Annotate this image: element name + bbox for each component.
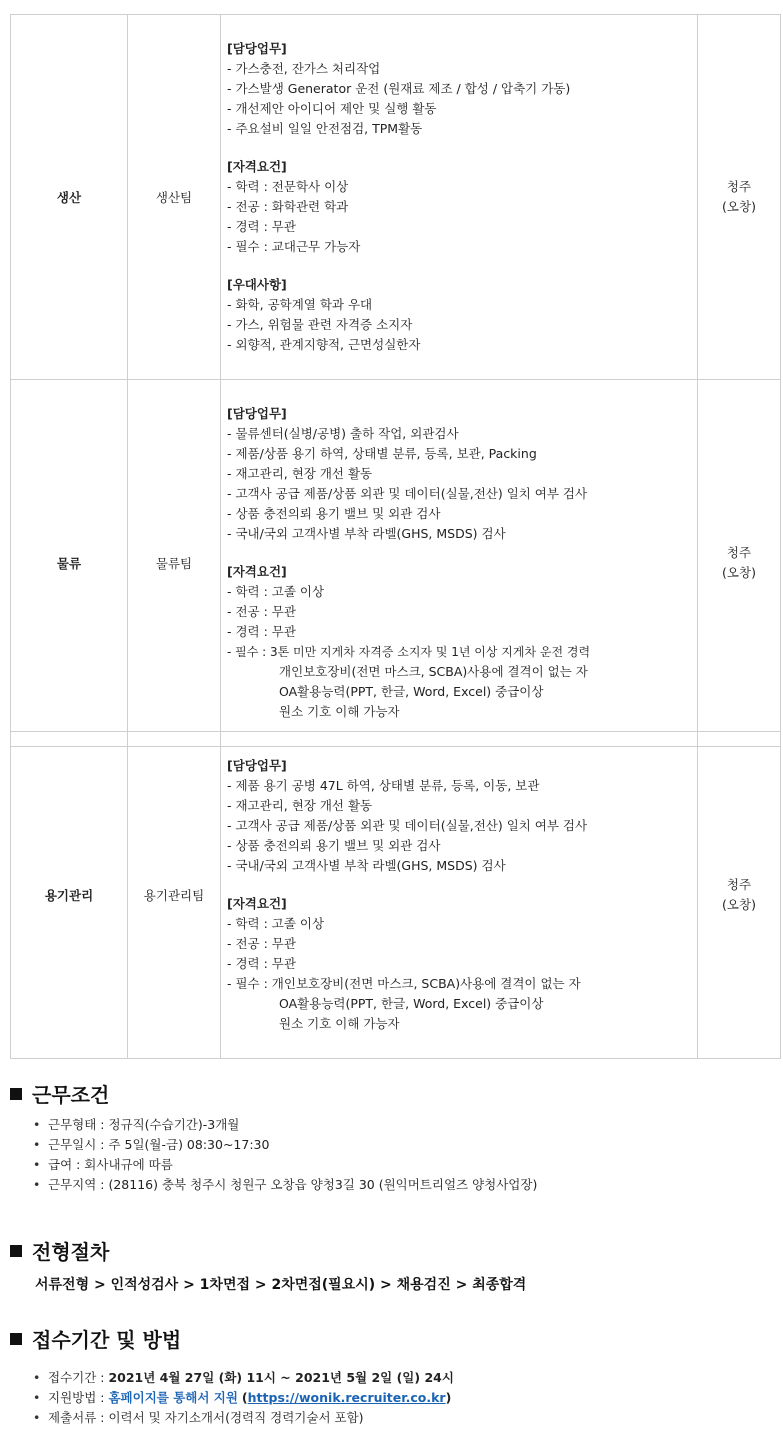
division-cell: 물류 (11, 380, 128, 747)
requirement-extra: 원소 기호 이해 가능자 (279, 1016, 400, 1031)
duty-item: - 상품 충전의뢰 용기 밸브 및 외관 검사 (227, 838, 441, 853)
requirements-heading: [자격요건] (227, 159, 287, 174)
division-cell: 용기관리 (11, 732, 128, 1059)
application-period: • 접수기간 : 2021년 4월 27일 (화) 11시 ~ 2021년 5월 2일 (일) 24시 (33, 1368, 454, 1388)
work-conditions-heading: 근무조건 (10, 1079, 109, 1108)
requirements-heading: [자격요건] (227, 564, 287, 579)
duty-item: - 주요설비 일일 안전점검, TPM활동 (227, 121, 423, 136)
requirement-item: - 필수 : 3톤 미만 지게차 자격증 소지자 및 1년 이상 지게차 운전 경력 (227, 645, 591, 659)
duty-item: - 고객사 공급 제품/상품 외관 및 데이터(실물,전산) 일치 여부 검사 (227, 818, 588, 833)
job-description (221, 15, 698, 380)
location-cell (698, 380, 781, 747)
preference-item: - 외향적, 관계지향적, 근면성실한자 (227, 337, 421, 352)
team-cell: 물류팀 (128, 380, 221, 747)
duty-item: - 가스충전, 잔가스 처리작업 (227, 61, 381, 76)
duty-item: - 재고관리, 현장 개선 활동 (227, 466, 373, 481)
requirement-extra: OA활용능력(PPT, 한글, Word, Excel) 중급이상 (279, 996, 544, 1011)
preference-item: - 화학, 공학계열 학과 우대 (227, 297, 373, 312)
application-documents: • 제출서류 : 이력서 및 자기소개서(경력직 경력기술서 포함) (33, 1408, 454, 1428)
job-row-production (11, 15, 781, 380)
duty-item: - 재고관리, 현장 개선 활동 (227, 798, 373, 813)
requirement-item: - 학력 : 고졸 이상 (227, 584, 325, 599)
requirement-item: - 경력 : 무관 (227, 219, 296, 234)
square-bullet-icon (10, 1333, 22, 1345)
job-row-logistics (11, 380, 781, 747)
preferences-heading: [우대사항] (227, 277, 287, 292)
location-city: 청주 (726, 877, 752, 892)
list-item: • 급여 : 회사내규에 따름 (33, 1155, 537, 1175)
requirement-item: - 전공 : 화학관련 학과 (227, 199, 349, 214)
team-cell: 용기관리팀 (128, 732, 221, 1059)
requirement-item: - 전공 : 무관 (227, 936, 296, 951)
requirement-extra: 개인보호장비(전면 마스크, SCBA)사용에 결격이 없는 자 (279, 664, 588, 679)
team-cell: 생산팀 (128, 15, 221, 380)
job-description (221, 732, 698, 1059)
duty-item: - 고객사 공급 제품/상품 외관 및 데이터(실물,전산) 일치 여부 검사 (227, 486, 588, 501)
duty-item: - 제품/상품 용기 하역, 상태별 분류, 등록, 보관, Packing (227, 446, 537, 461)
duty-item: - 상품 충전의뢰 용기 밸브 및 외관 검사 (227, 506, 441, 521)
job-table-2 (10, 731, 781, 1059)
duty-item: - 개선제안 아이디어 제안 및 실행 활동 (227, 101, 437, 116)
duty-item: - 국내/국외 고객사별 부착 라벨(GHS, MSDS) 검사 (227, 526, 506, 541)
list-item: • 근무형태 : 정규직(수습기간)-3개월 (33, 1115, 537, 1135)
selection-steps: 서류전형 > 인적성검사 > 1차면접 > 2차면접(필요시) > 채용검진 > 최종합격 (35, 1277, 527, 1293)
list-item: • 근무지역 : (28116) 충북 청주시 청원구 오창읍 양청3길 30 (원익머트리얼즈 양청사업장) (33, 1175, 537, 1195)
work-conditions-list (33, 1115, 537, 1195)
requirement-item: - 필수 : 개인보호장비(전면 마스크, SCBA)사용에 결격이 없는 자 (227, 976, 581, 991)
requirement-item: - 경력 : 무관 (227, 624, 296, 639)
requirement-item: - 필수 : 교대근무 가능자 (227, 239, 361, 254)
application-method: • 지원방법 : 홈페이지를 통해서 지원 (https://wonik.recruiter.co.kr) (33, 1388, 454, 1408)
job-description (221, 380, 698, 747)
requirement-extra: OA활용능력(PPT, 한글, Word, Excel) 중급이상 (279, 684, 544, 699)
duty-item: - 국내/국외 고객사별 부착 라벨(GHS, MSDS) 검사 (227, 858, 506, 873)
application-list (33, 1368, 454, 1428)
square-bullet-icon (10, 1088, 22, 1100)
requirements-heading: [자격요건] (227, 896, 287, 911)
preference-item: - 가스, 위험물 관련 자격증 소지자 (227, 317, 413, 332)
requirement-item: - 학력 : 전문학사 이상 (227, 179, 349, 194)
location-cell (698, 15, 781, 380)
duties-heading: [담당업무] (227, 406, 287, 421)
recruiter-url-link[interactable]: https://wonik.recruiter.co.kr (247, 1390, 446, 1405)
duties-heading: [담당업무] (227, 758, 287, 773)
duty-item: - 가스발생 Generator 운전 (원재료 제조 / 합성 / 압축기 가동) (227, 81, 571, 96)
location-area: (오창) (722, 565, 756, 580)
selection-heading: 전형절차 (10, 1236, 109, 1265)
location-area: (오창) (722, 897, 756, 912)
job-row-cylinder (11, 732, 781, 1059)
apply-homepage-link[interactable]: 홈페이지를 통해서 지원 (108, 1390, 238, 1405)
location-city: 청주 (726, 179, 752, 194)
division-cell: 생산 (11, 15, 128, 380)
location-area: (오창) (722, 199, 756, 214)
duty-item: - 물류센터(실병/공병) 출하 작업, 외관검사 (227, 426, 459, 441)
requirement-extra: 원소 기호 이해 가능자 (279, 704, 400, 719)
job-table-1 (10, 14, 781, 747)
location-cell (698, 732, 781, 1059)
square-bullet-icon (10, 1245, 22, 1257)
requirement-item: - 경력 : 무관 (227, 956, 296, 971)
requirement-item: - 학력 : 고졸 이상 (227, 916, 325, 931)
application-heading: 접수기간 및 방법 (10, 1324, 181, 1353)
duty-item: - 제품 용기 공병 47L 하역, 상태별 분류, 등록, 이동, 보관 (227, 778, 540, 793)
location-city: 청주 (726, 545, 752, 560)
list-item: • 근무일시 : 주 5일(월-금) 08:30~17:30 (33, 1135, 537, 1155)
requirement-item: - 전공 : 무관 (227, 604, 296, 619)
duties-heading: [담당업무] (227, 41, 287, 56)
